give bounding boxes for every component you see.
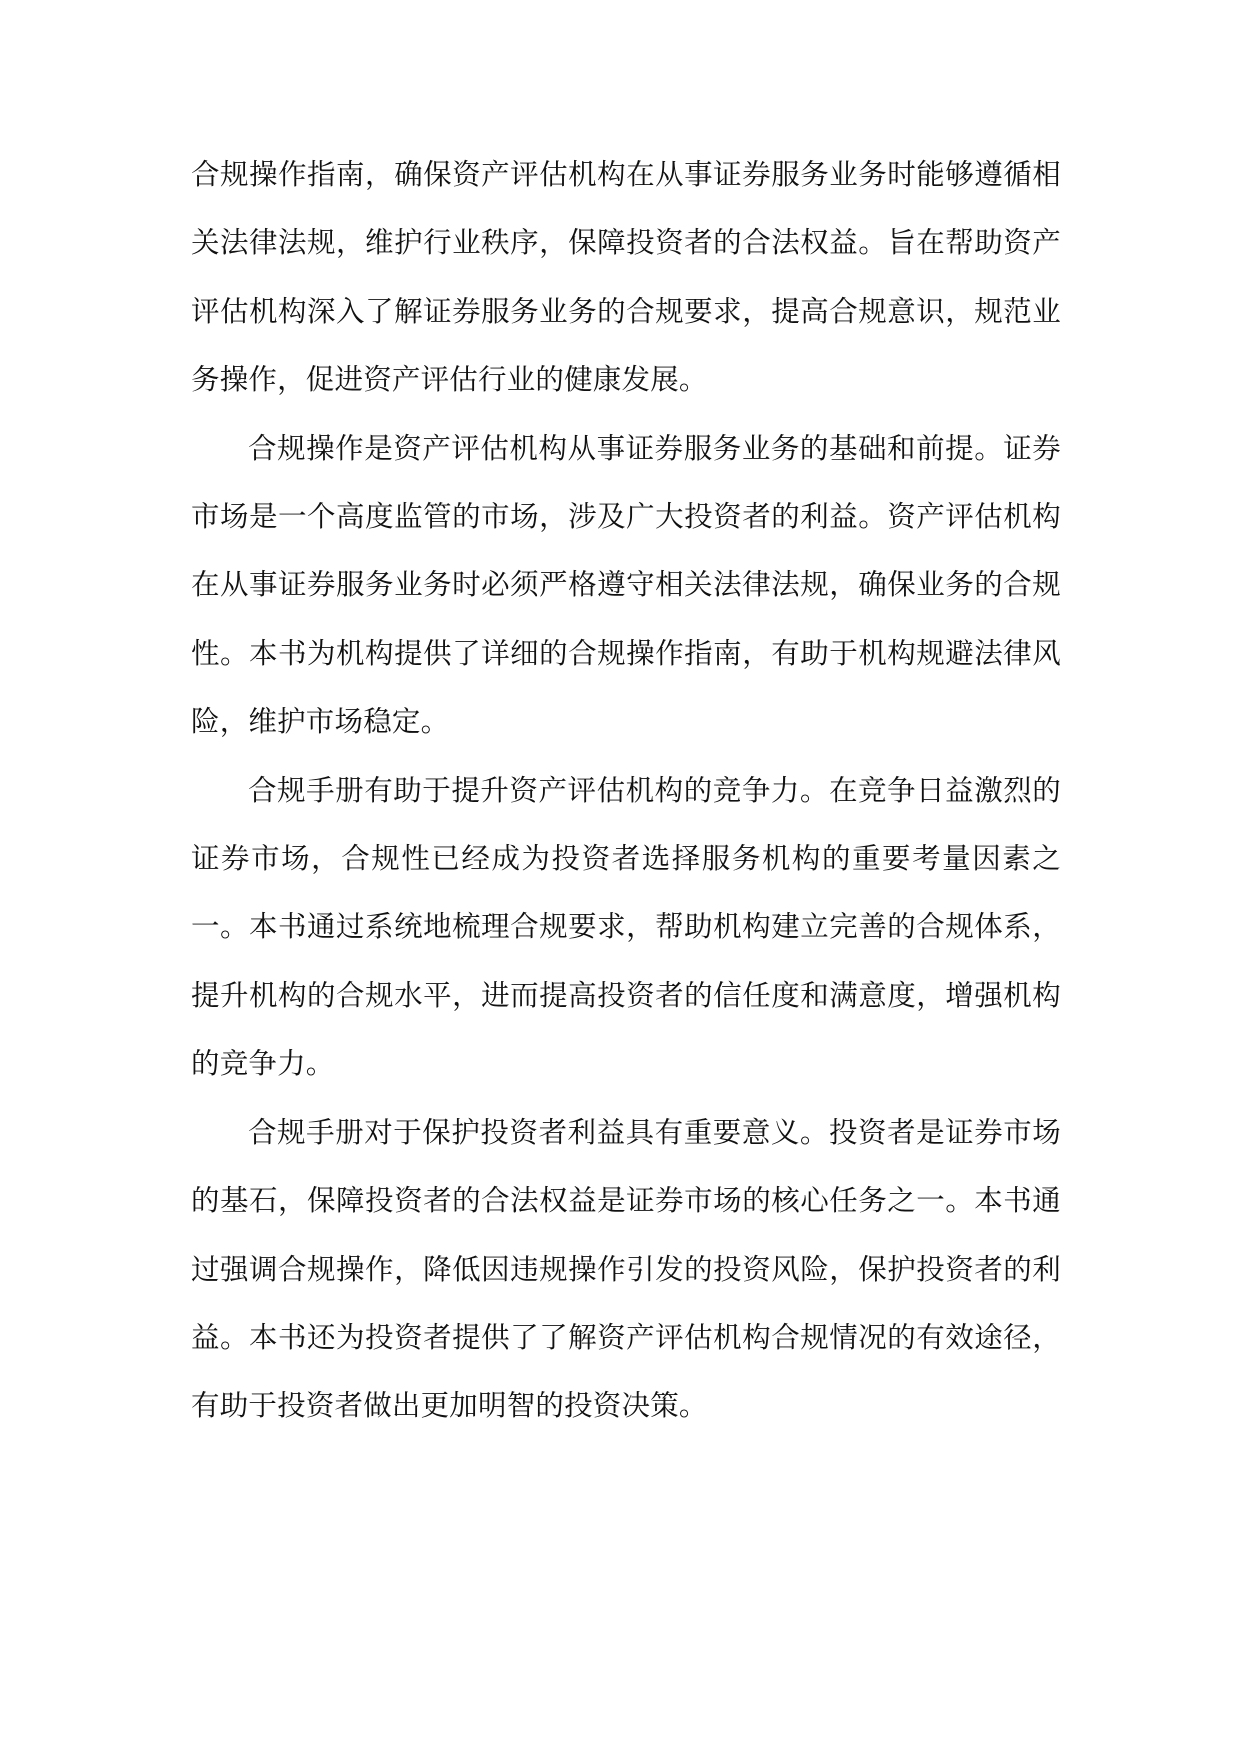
paragraph-2: 合规操作是资产评估机构从事证券服务业务的基础和前提。证券市场是一个高度监管的市场，涉及广大投资者的利益。资产评估机构在从事证券服务业务时必须严格遵守相关法律法规，确保业务的合规性。本书为机构提供了详细的合规操作指南，有助于机构规避法律风险，维护市场稳定。 [191,431,1061,739]
paragraph-1: 合规操作指南，确保资产评估机构在从事证券服务业务时能够遵循相关法律法规，维护行业秩序，保障投资者的合法权益。旨在帮助资产评估机构深入了解证券服务业务的合规要求，提高合规意识，规范业务操作，促进资产评估行业的健康发展。 [191,158,1061,397]
paragraph-3: 合规手册有助于提升资产评估机构的竞争力。在竞争日益激烈的证券市场，合规性已经成为投资者选择服务机构的重要考量因素之一。本书通过系统地梳理合规要求，帮助机构建立完善的合规体系，提升机构的合规水平，进而提高投资者的信任度和满意度，增强机构的竞争力。 [191,773,1061,1081]
paragraph-4: 合规手册对于保护投资者利益具有重要意义。投资者是证券市场的基石，保障投资者的合法权益是证券市场的核心任务之一。本书通过强调合规操作，降低因违规操作引发的投资风险，保护投资者的利益。本书还为投资者提供了了解资产评估机构合规情况的有效途径，有助于投资者做出更加明智的投资决策。 [191,1115,1061,1423]
body-text [191,141,1061,1441]
